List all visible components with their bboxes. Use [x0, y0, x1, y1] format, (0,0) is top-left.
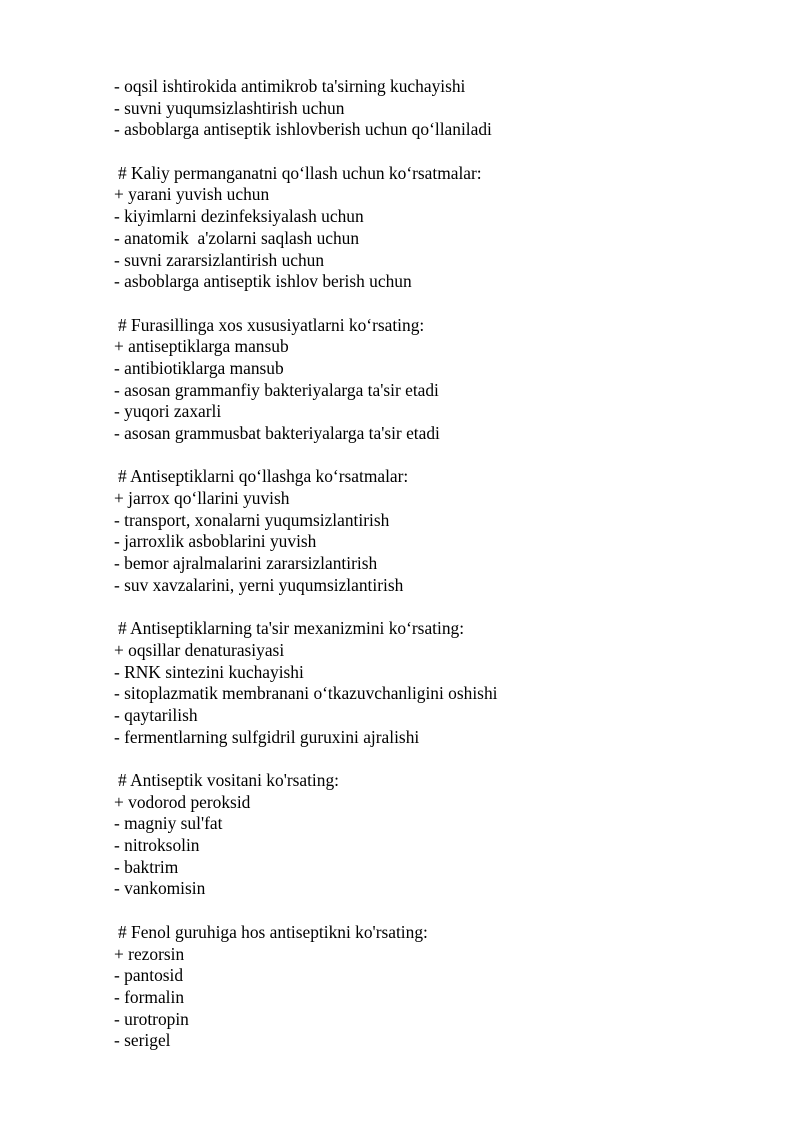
intro-line: - asboblarga antiseptik ishlovberish uchun qo‘llaniladi: [114, 119, 492, 140]
answer-option: - magniy sul'fat: [114, 813, 223, 834]
answer-option: + antiseptiklarga mansub: [114, 336, 289, 357]
question-block: [114, 618, 754, 748]
question-block: [114, 466, 754, 596]
answer-option: - RNK sintezini kuchayishi: [114, 661, 304, 682]
answer-option: - anatomik a'zolarni saqlash uchun: [114, 227, 360, 248]
answer-option: - asosan grammanfiy bakteriyalarga ta'sir etadi: [114, 379, 439, 400]
answer-option: - yuqori zaxarli: [114, 401, 222, 422]
answer-option: - bemor ajralmalarini zararsizlantirish: [114, 553, 378, 574]
answer-option: + vodorod peroksid: [114, 791, 251, 812]
intro-line: - oqsil ishtirokida antimikrob ta'sirning kuchayishi: [114, 76, 466, 96]
answer-option: - vankomisin: [114, 878, 206, 899]
document-page: [114, 76, 754, 1052]
intro-block: [114, 76, 754, 141]
question-text: # Kaliy permanganatni qo‘llash uchun ko‘rsatmalar:: [118, 162, 482, 183]
question-block: [114, 922, 754, 1052]
answer-option: - fermentlarning sulfgidril guruxini ajralishi: [114, 726, 420, 747]
answer-option: - transport, xonalarni yuqumsizlantirish: [114, 509, 390, 530]
answer-option: - serigel: [114, 1030, 171, 1051]
spacer: [114, 748, 754, 770]
spacer: [114, 141, 754, 163]
answer-option: - nitroksolin: [114, 835, 200, 856]
answer-option: - kiyimlarni dezinfeksiyalash uchun: [114, 206, 364, 227]
answer-option: - suv xavzalarini, yerni yuqumsizlantirish: [114, 574, 404, 595]
answer-option: - pantosid: [114, 965, 184, 986]
question-text: # Antiseptiklarning ta'sir mexanizmini ko‘rsating:: [118, 618, 465, 639]
spacer: [114, 900, 754, 922]
answer-option: + jarrox qo‘llarini yuvish: [114, 488, 290, 509]
answer-option: - suvni zararsizlantirish uchun: [114, 249, 325, 270]
question-block: [114, 770, 754, 900]
answer-option: - formalin: [114, 986, 185, 1007]
question-text: # Furasillinga xos xususiyatlarni ko‘rsating:: [118, 314, 425, 335]
answer-option: - baktrim: [114, 856, 179, 877]
spacer: [114, 293, 754, 315]
spacer: [114, 445, 754, 467]
answer-option: - urotropin: [114, 1008, 189, 1029]
answer-option: - asosan grammusbat bakteriyalarga ta'sir etadi: [114, 423, 440, 443]
answer-option: - jarroxlik asboblarini yuvish: [114, 531, 317, 552]
answer-option: - antibiotiklarga mansub: [114, 357, 284, 378]
question-text: # Fenol guruhiga hos antiseptikni ko'rsating:: [118, 921, 428, 942]
question-block: [114, 315, 754, 445]
spacer: [114, 597, 754, 619]
question-text: # Antiseptik vositani ko'rsating:: [118, 770, 339, 790]
answer-option: - qaytarilish: [114, 704, 198, 725]
answer-option: - asboblarga antiseptik ishlov berish uchun: [114, 271, 412, 292]
answer-option: - sitoplazmatik membranani o‘tkazuvchanligini oshishi: [114, 683, 498, 704]
question-block: [114, 163, 754, 293]
question-text: # Antiseptiklarni qo‘llashga ko‘rsatmalar:: [118, 466, 409, 487]
answer-option: + yarani yuvish uchun: [114, 184, 270, 205]
answer-option: + rezorsin: [114, 943, 185, 964]
intro-line: - suvni yuqumsizlashtirish uchun: [114, 97, 345, 118]
answer-option: + oqsillar denaturasiyasi: [114, 639, 285, 660]
